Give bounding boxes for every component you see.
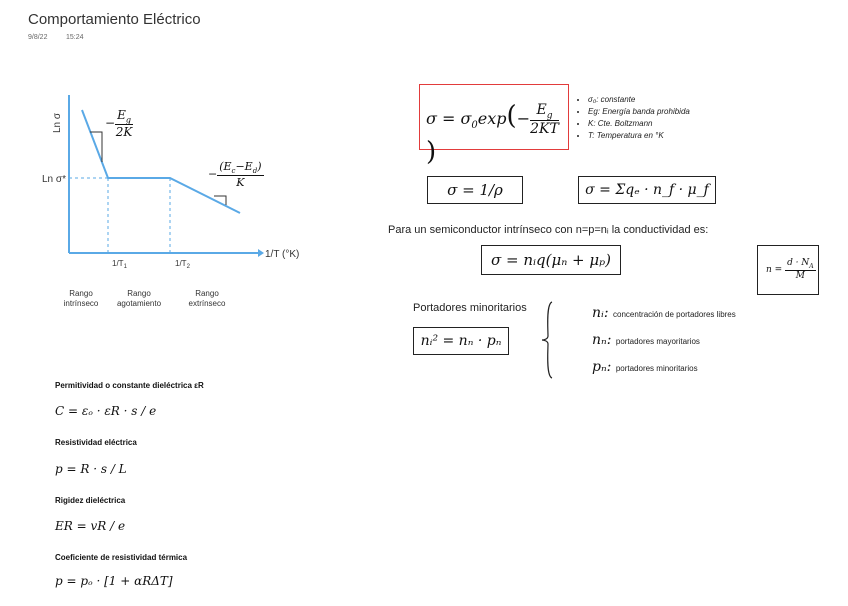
section-heading: Coeficiente de resistividad térmica	[55, 553, 188, 562]
intrinsic-formula: σ = nᵢq(μₙ + μₚ)	[481, 245, 621, 275]
slope1-annotation: − $\frac{E_g}{2K}$	[105, 108, 133, 140]
n-formula-box	[757, 245, 819, 295]
sigma-sum-formula: σ = Σqₑ · n_f · μ_f	[578, 176, 716, 204]
region-extrinsic-label: Rango extrínseco	[188, 289, 226, 308]
carrier-item	[592, 331, 700, 349]
dielectric-strength-formula: ER = vR / e	[55, 519, 126, 533]
legend-item: • σ₀: constante	[588, 95, 690, 104]
thermal-resistivity-formula: p = pₒ · [1 + αRΔT]	[55, 574, 173, 588]
intrinsic-description: Para un semiconductor intrínseco con n=p=nᵢ la conductividad es:	[388, 224, 709, 236]
carrier-text: portadores minoritarios	[615, 364, 698, 373]
carrier-symbol: pₙ:	[592, 359, 612, 375]
section-heading: Rigidez dieléctrica	[55, 496, 126, 505]
brace-icon	[540, 300, 560, 380]
x-axis-arrow	[258, 249, 264, 257]
page-date: 9/8/22	[28, 34, 48, 41]
tick-t1-label: $1/T_1$	[112, 259, 127, 270]
ni2-formula: nᵢ² = nₙ · pₙ	[413, 327, 509, 355]
y-axis-label: Ln σ	[52, 112, 63, 133]
carrier-text: portadores mayoritarios	[615, 337, 700, 346]
main-formula: $\sigma = \sigma_0\exp(-$ $\frac{E_g}{2KT}$ )	[426, 101, 559, 168]
carrier-symbol: nᵢ:	[592, 305, 609, 321]
tick-t2-label: $1/T_2$	[175, 259, 190, 270]
x-axis-label: 1/T (°K)	[265, 249, 300, 260]
carrier-symbol: nₙ:	[592, 332, 612, 348]
carrier-text: concentración de portadores libres	[613, 310, 736, 319]
sigma-rho-formula: σ = 1/ρ	[427, 176, 523, 204]
legend-item: • T: Temperatura en °K	[588, 131, 690, 140]
region-intrinsic-label: Rango intrínseco	[63, 289, 99, 308]
legend-item: • K: Cte. Boltzmann	[588, 119, 690, 128]
n-formula: n = $\frac{d \cdot N_A}{M}$	[766, 258, 814, 281]
legend-item: • Eg: Energía banda prohibida	[588, 107, 690, 116]
permittivity-formula: C = εₒ · εR · s / e	[55, 404, 157, 418]
resistivity-formula: p = R · s / L	[55, 462, 127, 476]
ln-sigma-star-label: Ln σ*	[42, 174, 66, 185]
carrier-item	[592, 304, 736, 322]
main-formula-legend	[578, 95, 690, 143]
section-heading: Permitividad o constante dieléctrica εR	[55, 381, 204, 390]
carrier-item	[592, 358, 698, 376]
minority-carriers-title: Portadores minoritarios	[413, 302, 527, 314]
main-formula-box	[419, 84, 569, 168]
page-time: 15:24	[66, 34, 84, 41]
slope2-annotation: − $\frac{(E_c-E_d)}{K}$	[208, 160, 262, 190]
page-title: Comportamiento Eléctrico	[28, 11, 201, 28]
region-depletion-label: Rango agotamiento	[116, 289, 162, 308]
section-heading: Resistividad eléctrica	[55, 438, 137, 447]
